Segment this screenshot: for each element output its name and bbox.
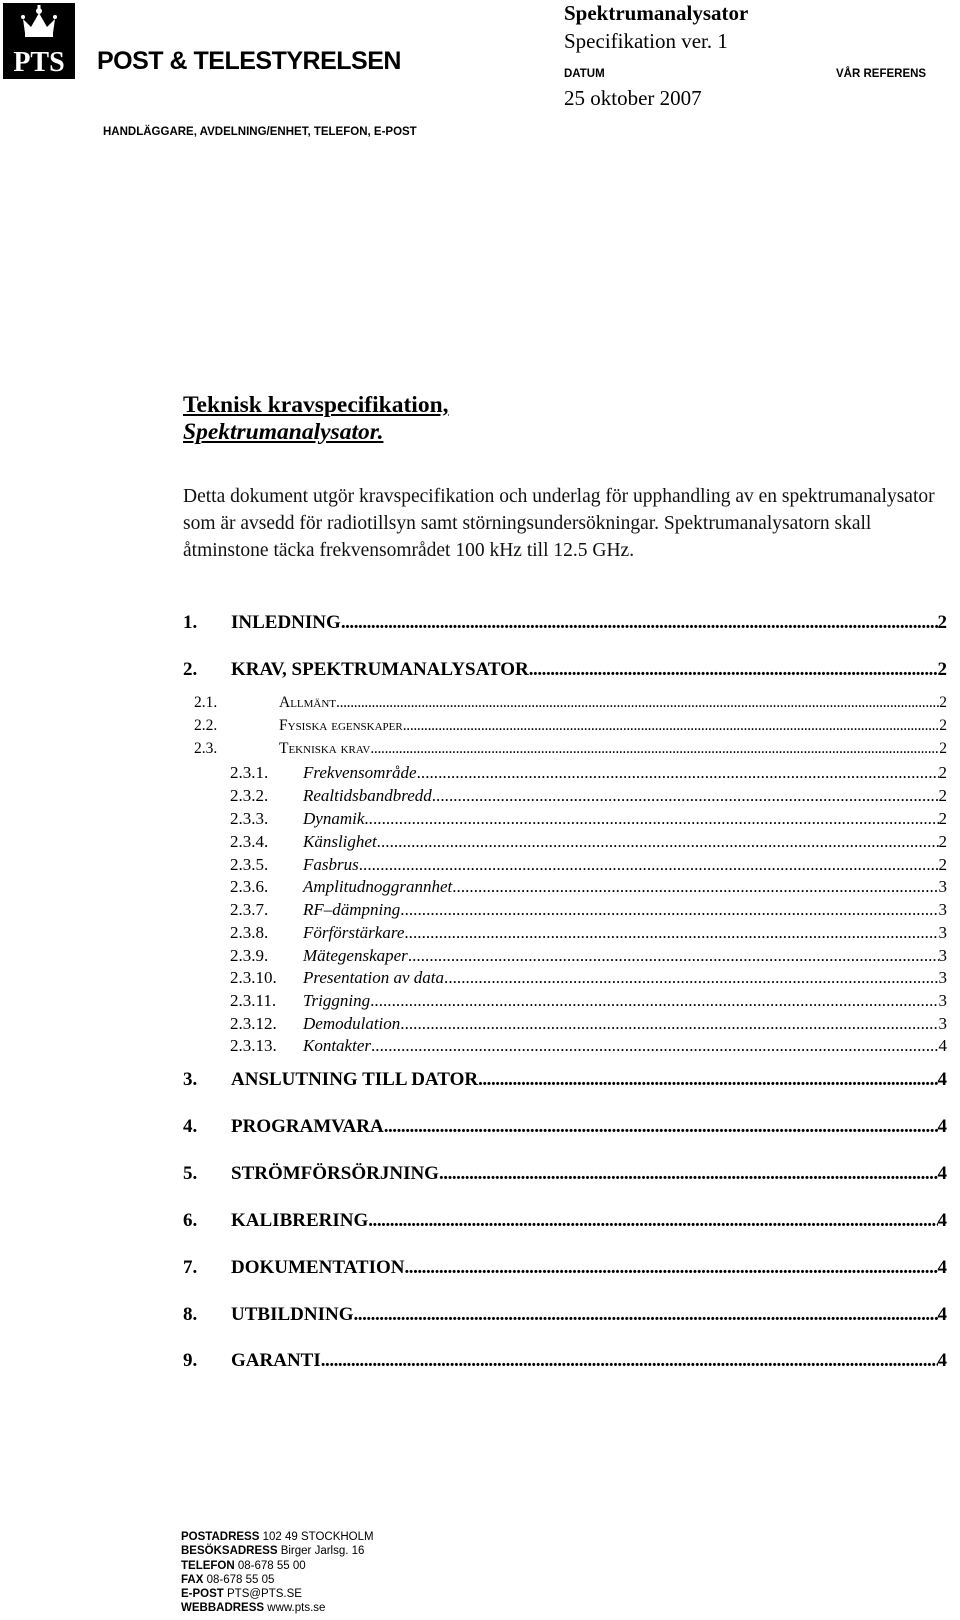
toc-entry-number: 8.: [183, 1304, 198, 1325]
toc-entry-label: Triggning: [303, 991, 371, 1010]
toc-entry-label: Frekvensområde: [303, 763, 417, 782]
toc-dot-leader: [404, 923, 938, 943]
toc-dot-leader: [336, 694, 939, 712]
toc-dot-leader: [371, 1036, 939, 1056]
document-title: Spektrumanalysator: [564, 1, 749, 25]
pts-logo: [3, 3, 75, 79]
toc-entry-page: 4: [937, 1163, 947, 1184]
toc-entry-page: 2: [938, 832, 947, 851]
organization-name: POST & TELESTYRELSEN: [97, 47, 401, 75]
toc-entry-number: 2.3.5.: [230, 855, 269, 874]
toc-entry-number: 6.: [183, 1210, 198, 1231]
toc-entry[interactable]: [230, 968, 947, 988]
toc-entry-label: DOKUMENTATION: [231, 1257, 405, 1278]
toc-entry-number: 1.: [183, 612, 198, 633]
toc-entry-number: 2.: [183, 659, 198, 680]
toc-entry-page: 2: [938, 786, 947, 805]
toc-entry-number: 3.: [183, 1069, 198, 1090]
toc-dot-leader: [439, 1163, 938, 1185]
toc-entry-page: 2: [938, 763, 947, 782]
toc-entry-label: UTBILDNING: [231, 1304, 354, 1325]
toc-entry-number: 2.3.9.: [230, 946, 269, 965]
toc-entry-page: 3: [938, 923, 947, 942]
toc-entry-page: 3: [938, 1014, 947, 1033]
toc-entry[interactable]: [230, 900, 947, 920]
toc-dot-leader: [384, 1116, 938, 1138]
toc-dot-leader: [444, 968, 938, 988]
toc-entry-page: 4: [937, 1116, 947, 1137]
toc-entry-number: 4.: [183, 1116, 198, 1137]
toc-entry-label: Fasbrus: [303, 855, 359, 874]
toc-dot-leader: [364, 809, 938, 829]
footer-visit: BESÖKSADRESS Birger Jarlsg. 16: [181, 1545, 365, 1558]
toc-entry[interactable]: [183, 612, 947, 634]
toc-dot-leader: [377, 832, 939, 852]
toc-dot-leader: [478, 1069, 937, 1091]
toc-entry-label: GARANTI: [231, 1350, 321, 1371]
toc-entry-label: Presentation av data: [303, 968, 445, 987]
toc-entry[interactable]: [183, 659, 947, 681]
toc-entry-page: 2: [939, 717, 947, 734]
toc-entry-number: 7.: [183, 1257, 198, 1278]
toc-entry-number: 2.3.4.: [230, 832, 269, 851]
toc-entry-label: STRÖMFÖRSÖRJNING: [231, 1163, 439, 1184]
heading-line-1: Teknisk kravspecifikation,: [183, 392, 449, 418]
toc-entry-page: 4: [937, 1210, 947, 1231]
toc-entry[interactable]: [183, 1163, 947, 1185]
toc-entry[interactable]: [230, 832, 947, 852]
toc-entry[interactable]: [230, 855, 947, 875]
toc-entry[interactable]: [194, 717, 947, 735]
toc-entry[interactable]: [230, 763, 947, 783]
toc-dot-leader: [359, 855, 939, 875]
toc-entry-number: 2.3.3.: [230, 809, 269, 828]
toc-entry-page: 4: [937, 1069, 947, 1090]
toc-entry-page: 3: [938, 877, 947, 896]
toc-entry-label: Realtidsbandbredd: [303, 786, 432, 805]
toc-entry-number: 2.3.1.: [230, 763, 269, 782]
toc-dot-leader: [368, 1210, 937, 1232]
toc-entry-label: ANSLUTNING TILL DATOR: [231, 1069, 479, 1090]
toc-entry[interactable]: [194, 694, 947, 712]
toc-entry-label: KRAV, SPEKTRUMANALYSATOR: [231, 659, 529, 680]
toc-entry-page: 3: [938, 946, 947, 965]
toc-dot-leader: [353, 1304, 937, 1326]
reference-label: VÅR REFERENS: [836, 68, 927, 80]
toc-dot-leader: [432, 786, 939, 806]
toc-entry-label: Allmänt: [279, 694, 337, 711]
toc-dot-leader: [370, 991, 938, 1011]
toc-entry-number: 2.1.: [194, 694, 218, 711]
toc-entry-label: Känslighet: [303, 832, 377, 851]
toc-entry[interactable]: [230, 1014, 947, 1034]
toc-entry-number: 2.3.10.: [230, 968, 277, 987]
toc-entry[interactable]: [183, 1350, 947, 1372]
toc-entry-page: 2: [938, 809, 947, 828]
toc-entry-label: Dynamik: [303, 809, 365, 828]
toc-entry-number: 2.3.12.: [230, 1014, 277, 1033]
toc-entry-label: Demodulation: [303, 1014, 401, 1033]
toc-entry[interactable]: [230, 1036, 947, 1056]
toc-dot-leader: [400, 900, 938, 920]
toc-entry-page: 2: [939, 740, 947, 757]
intro-paragraph: Detta dokument utgör kravspecifikation och underlag för upphandling av en spektrumanalysator som är avsedd för radiotillsyn samt störningsundersökningar. Spektrumanalysatorn skall åtminstone täcka frekvensområdet 100 kHz till 12.5 GHz.: [183, 486, 935, 561]
toc-dot-leader: [341, 612, 938, 634]
toc-entry-label: INLEDNING: [231, 612, 341, 633]
toc-entry-number: 2.3.11.: [230, 991, 277, 1010]
toc-entry-number: 9.: [183, 1350, 198, 1371]
toc-entry-page: 3: [938, 991, 947, 1010]
toc-entry[interactable]: [230, 877, 947, 897]
toc-entry-page: 2: [938, 855, 947, 874]
toc-entry-page: 4: [937, 1304, 947, 1325]
footer-web: WEBBADRESS www.pts.se: [181, 1602, 326, 1615]
toc-entry-page: 4: [938, 1036, 947, 1055]
toc-entry-label: Fysiska egenskaper: [279, 717, 403, 734]
toc-entry-label: RF–dämpning: [303, 900, 401, 919]
toc-entry-page: 3: [938, 968, 947, 987]
toc-dot-leader: [370, 740, 939, 758]
toc-entry-label: PROGRAMVARA: [231, 1116, 384, 1137]
toc-dot-leader: [403, 717, 940, 735]
toc-entry-number: 2.3.13.: [230, 1036, 277, 1055]
footer-postal: POSTADRESS 102 49 STOCKHOLM: [181, 1531, 374, 1543]
toc-entry-page: 2: [937, 612, 947, 633]
toc-entry-number: 2.3.6.: [230, 877, 269, 896]
toc-dot-leader: [400, 1014, 938, 1034]
toc-dot-leader: [452, 877, 938, 897]
toc-entry[interactable]: [230, 946, 947, 966]
toc-entry-page: 4: [937, 1257, 947, 1278]
toc-entry-label: Tekniska krav: [279, 740, 371, 757]
toc-entry[interactable]: [183, 1210, 947, 1232]
toc-dot-leader: [321, 1350, 938, 1372]
toc-entry-label: Mätegenskaper: [303, 946, 408, 965]
date-label: DATUM: [564, 68, 605, 80]
toc-entry[interactable]: [230, 809, 947, 829]
footer-phone: TELEFON 08-678 55 00: [181, 1559, 306, 1572]
document-version: Specifikation ver. 1: [564, 29, 728, 53]
toc-entry[interactable]: [230, 991, 947, 1011]
toc-entry-page: 2: [937, 659, 947, 680]
toc-dot-leader: [529, 659, 938, 681]
toc-entry[interactable]: [194, 740, 947, 758]
toc-entry-number: 2.3.2.: [230, 786, 269, 805]
heading-line-2: Spektrumanalysator.: [183, 419, 384, 445]
toc-entry-number: 5.: [183, 1163, 198, 1184]
toc-entry-page: 4: [937, 1350, 947, 1371]
toc-entry-number: 2.3.: [194, 740, 218, 757]
toc-dot-leader: [404, 1257, 937, 1279]
toc-entry-number: 2.3.8.: [230, 923, 269, 942]
toc-entry-label: Kontakter: [303, 1036, 371, 1055]
date-value: 25 oktober 2007: [564, 86, 702, 110]
toc-entry-label: KALIBRERING: [231, 1210, 369, 1231]
toc-dot-leader: [417, 763, 939, 783]
toc-entry[interactable]: [183, 1257, 947, 1279]
main-heading: [183, 392, 449, 446]
toc-entry[interactable]: [183, 1304, 947, 1326]
toc-entry-label: Förförstärkare: [303, 923, 405, 942]
toc-entry-page: 3: [938, 900, 947, 919]
toc-entry-page: 2: [939, 694, 947, 711]
footer-fax: FAX 08-678 55 05: [181, 1573, 275, 1586]
toc-dot-leader: [408, 946, 939, 966]
footer-address-block: [181, 1530, 374, 1616]
toc-entry[interactable]: [230, 786, 947, 806]
svg-text:PTS: PTS: [13, 47, 65, 78]
toc-entry-number: 2.2.: [194, 717, 218, 734]
toc-entry-number: 2.3.7.: [230, 900, 269, 919]
crown-icon: [3, 3, 75, 79]
toc-entry[interactable]: [183, 1116, 947, 1138]
handler-label: HANDLÄGGARE, AVDELNING/ENHET, TELEFON, E-POST: [103, 126, 417, 138]
footer-email: E-POST PTS@PTS.SE: [181, 1588, 302, 1601]
toc-entry[interactable]: [230, 923, 947, 943]
toc-entry-label: Amplitudnoggrannhet: [303, 877, 453, 896]
toc-entry[interactable]: [183, 1069, 947, 1091]
